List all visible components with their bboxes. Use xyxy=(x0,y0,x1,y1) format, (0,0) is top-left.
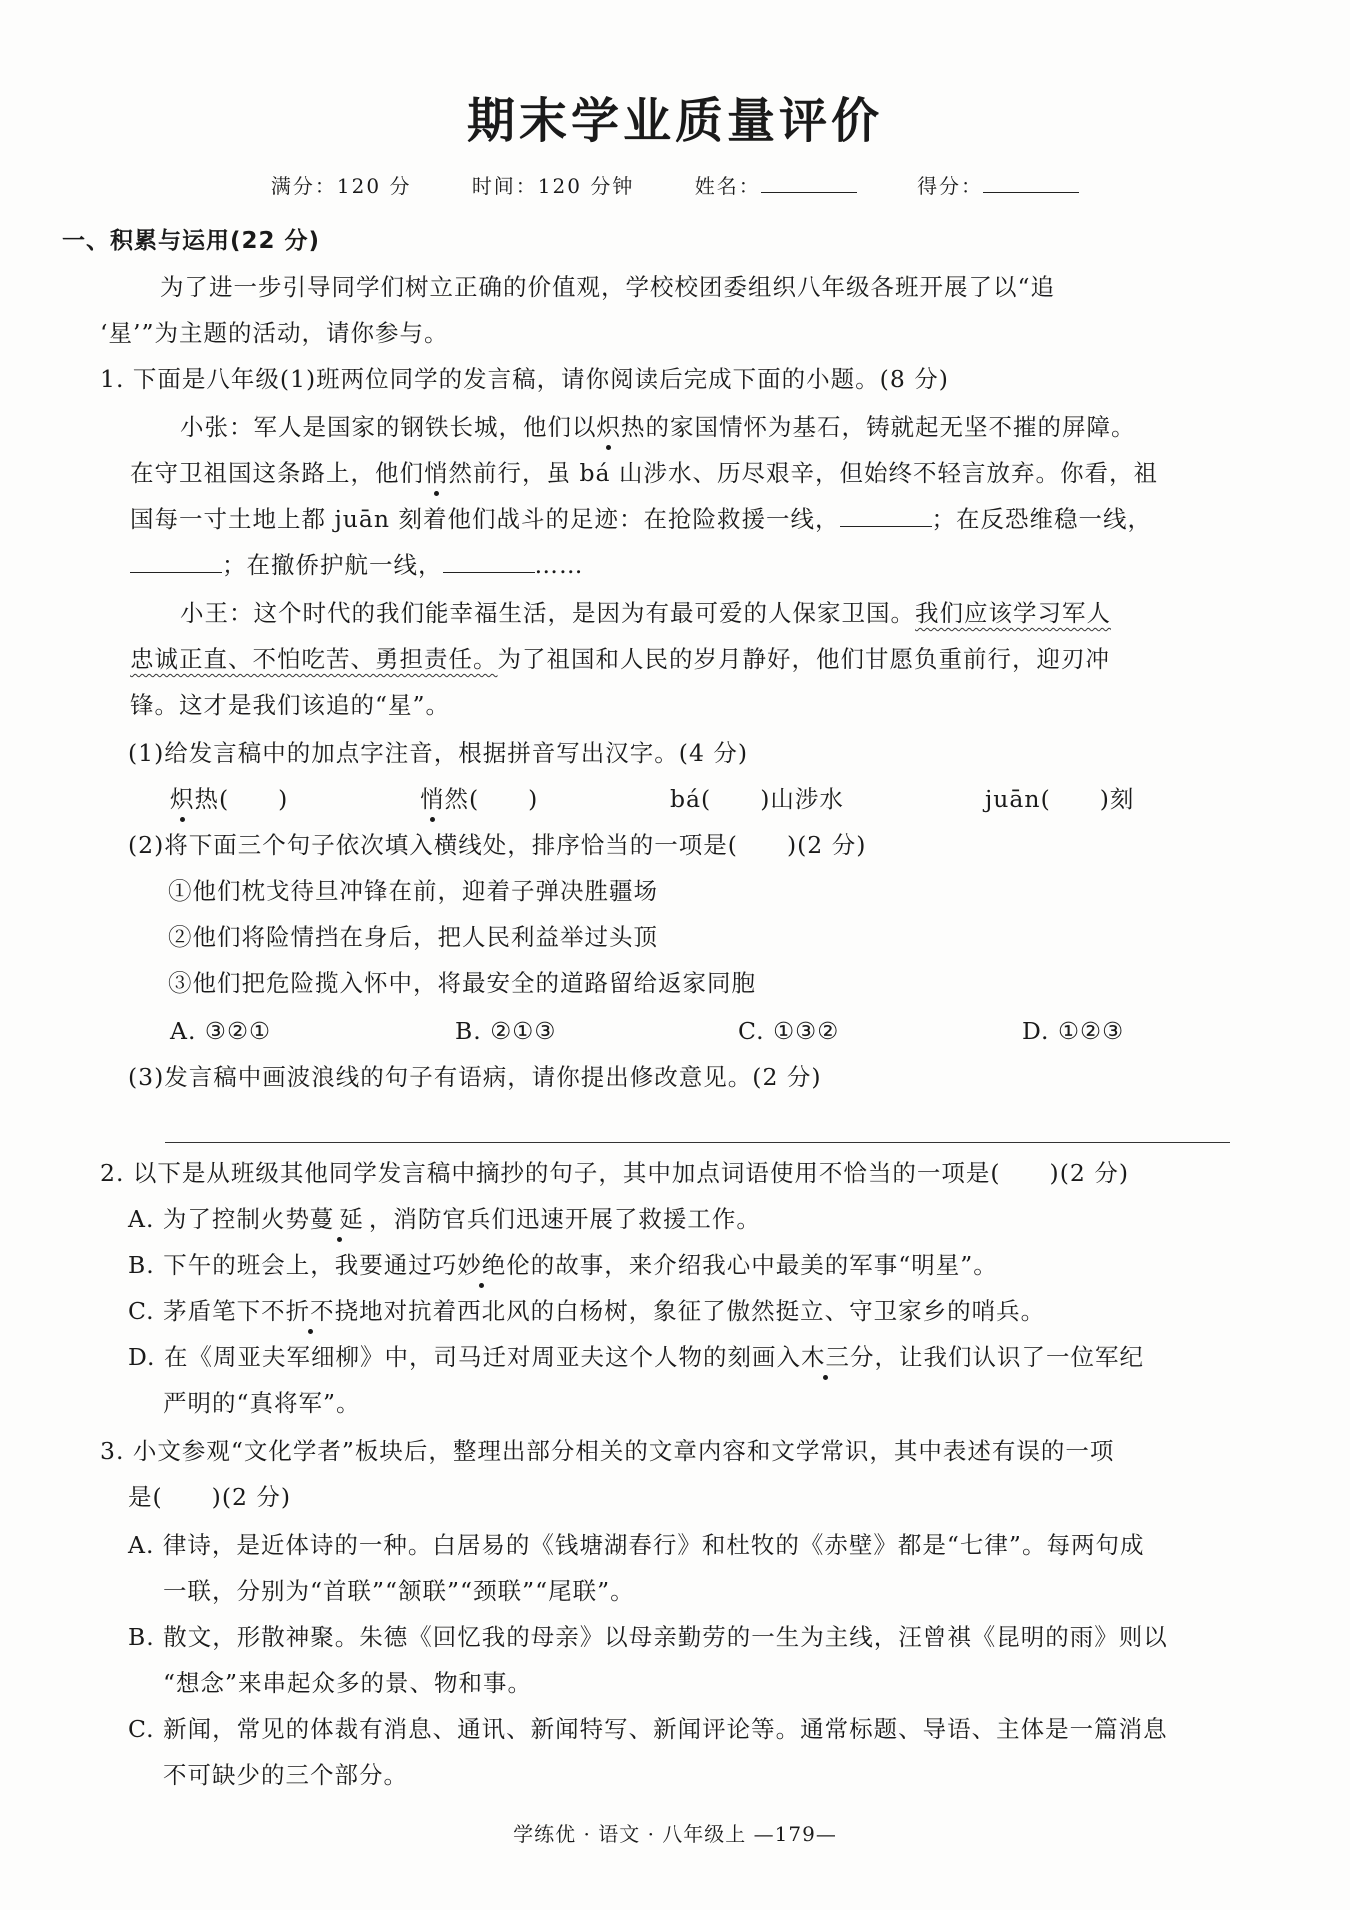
fill-blank-3[interactable] xyxy=(443,548,535,573)
q2-option-d-cont: 严明的“真将军”。 xyxy=(163,1389,361,1417)
q3-option-c-cont: 不可缺少的三个部分。 xyxy=(163,1761,408,1789)
zhang-line-3: 国每一寸土地上都 juān 刻着他们战斗的足迹：在抢险救援一线， ；在反恐维稳一线， xyxy=(130,502,1152,536)
q1-sub2: (2)将下面三个句子依次填入横线处，排序恰当的一项是( )(2 分) xyxy=(128,831,867,859)
pinyin-item-a: 炽热( ) xyxy=(170,782,288,816)
q3-stem-2: 是( )(2 分) xyxy=(128,1483,292,1511)
zhang-line-4: ；在撤侨护航一线， …… xyxy=(130,548,584,582)
name-blank[interactable] xyxy=(761,174,857,193)
wavy-sentence: 忠诚正直、不怕吃苦、勇担责任。 xyxy=(130,645,498,673)
wavy-sentence: 我们应该学习军人 xyxy=(915,599,1111,627)
q1-stem: 1. 下面是八年级(1)班两位同学的发言稿，请你阅读后完成下面的小题。(8 分) xyxy=(100,365,949,393)
pinyin-item-b: 悄然( ) xyxy=(420,782,538,816)
intro-line-1: 为了进一步引导同学们树立正确的价值观，学校校团委组织八年级各班开展了以“追 xyxy=(160,273,1056,301)
zhang-line-2: 在守卫祖国这条路上，他们悄然前行，虽 bá 山涉水、历尽艰辛，但始终不轻言放弃。你看，祖 xyxy=(130,456,1158,490)
sentence-1: ①他们枕戈待旦冲锋在前，迎着子弹决胜疆场 xyxy=(168,877,658,905)
q2-stem: 2. 以下是从班级其他同学发言稿中摘抄的句子，其中加点词语使用不恰当的一项是( )(2 分) xyxy=(100,1159,1129,1187)
name-field: 姓名： xyxy=(695,174,857,198)
q3-stem-1: 3. 小文参观“文化学者”板块后，整理出部分相关的文章内容和文学常识，其中表述有误的一项 xyxy=(100,1437,1115,1465)
q2-option-c[interactable]: C. 茅盾笔下不折不挠地对抗着西北风的白杨树，象征了傲然挺立、守卫家乡的哨兵。 xyxy=(128,1294,1045,1328)
pinyin-item-d: juān( )刻 xyxy=(985,785,1135,813)
q2-option-a[interactable]: A. 为了控制火势蔓延，消防官兵们迅速开展了救援工作。 xyxy=(128,1202,761,1236)
q3-option-a[interactable]: A. 律诗，是近体诗的一种。白居易的《钱塘湖春行》和杜牧的《赤壁》都是“七律”。每两句成 xyxy=(128,1531,1145,1559)
score-field: 得分： xyxy=(917,174,1079,198)
option-a[interactable]: A. ③②① xyxy=(170,1017,272,1045)
zhang-line-1: 小张：军人是国家的钢铁长城，他们以炽热的家国情怀为基石，铸就起无坚不摧的屏障。 xyxy=(180,410,1136,444)
q2-option-d[interactable]: D. 在《周亚夫军细柳》中，司马迁对周亚夫这个人物的刻画入木三分，让我们认识了一位军纪 xyxy=(128,1340,1144,1374)
wang-line-1: 小王：这个时代的我们能幸福生活，是因为有最可爱的人保家卫国。我们应该学习军人 xyxy=(180,599,1111,627)
wang-line-3: 锋。这才是我们该追的“星”。 xyxy=(130,691,451,719)
sentence-3: ③他们把危险揽入怀中，将最安全的道路留给返家同胞 xyxy=(168,969,756,997)
page-footer: 学练优 · 语文 · 八年级上 —179— xyxy=(513,1822,837,1846)
option-c[interactable]: C. ①③② xyxy=(738,1017,840,1045)
intro-line-2: ‘星’”为主题的活动，请你参与。 xyxy=(100,319,449,347)
time-limit: 时间：120 分钟 xyxy=(471,174,635,198)
q3-option-b-cont: “想念”来串起众多的景、物和事。 xyxy=(163,1669,533,1697)
answer-line[interactable] xyxy=(165,1142,1230,1143)
q2-option-b[interactable]: B. 下午的班会上，我要通过巧妙绝伦的故事，来介绍我心中最美的军事“明星”。 xyxy=(128,1248,998,1282)
emphasis-char: 悄 xyxy=(424,456,449,490)
section-heading: 一、积累与运用(22 分) xyxy=(62,228,321,254)
pinyin-item-c: bá( )山涉水 xyxy=(670,785,844,813)
wang-line-2: 忠诚正直、不怕吃苦、勇担责任。为了祖国和人民的岁月静好，他们甘愿负重前行，迎刃冲 xyxy=(130,645,1110,673)
full-score: 满分：120 分 xyxy=(270,174,412,198)
q1-sub1: (1)给发言稿中的加点字注音，根据拼音写出汉字。(4 分) xyxy=(128,739,749,767)
fill-blank-2[interactable] xyxy=(130,548,222,573)
sentence-2: ②他们将险情挡在身后，把人民利益举过头顶 xyxy=(168,923,658,951)
score-blank[interactable] xyxy=(983,174,1079,193)
option-b[interactable]: B. ②①③ xyxy=(455,1017,557,1045)
q3-option-c[interactable]: C. 新闻，常见的体裁有消息、通讯、新闻特写、新闻评论等。通常标题、导语、主体是一篇消息 xyxy=(128,1715,1168,1743)
q3-option-b[interactable]: B. 散文，形散神聚。朱德《回忆我的母亲》以母亲勤劳的一生为主线，汪曾祺《昆明的雨》则以 xyxy=(128,1623,1168,1651)
option-d[interactable]: D. ①②③ xyxy=(1022,1017,1125,1045)
emphasis-char: 炽 xyxy=(597,410,622,444)
q1-sub3: (3)发言稿中画波浪线的句子有语病，请你提出修改意见。(2 分) xyxy=(128,1063,822,1091)
page-title: 期末学业质量评价 xyxy=(466,93,883,149)
q3-option-a-cont: 一联，分别为“首联”“颔联”“颈联”“尾联”。 xyxy=(163,1577,635,1605)
exam-meta xyxy=(0,170,1350,199)
fill-blank-1[interactable] xyxy=(840,502,932,527)
